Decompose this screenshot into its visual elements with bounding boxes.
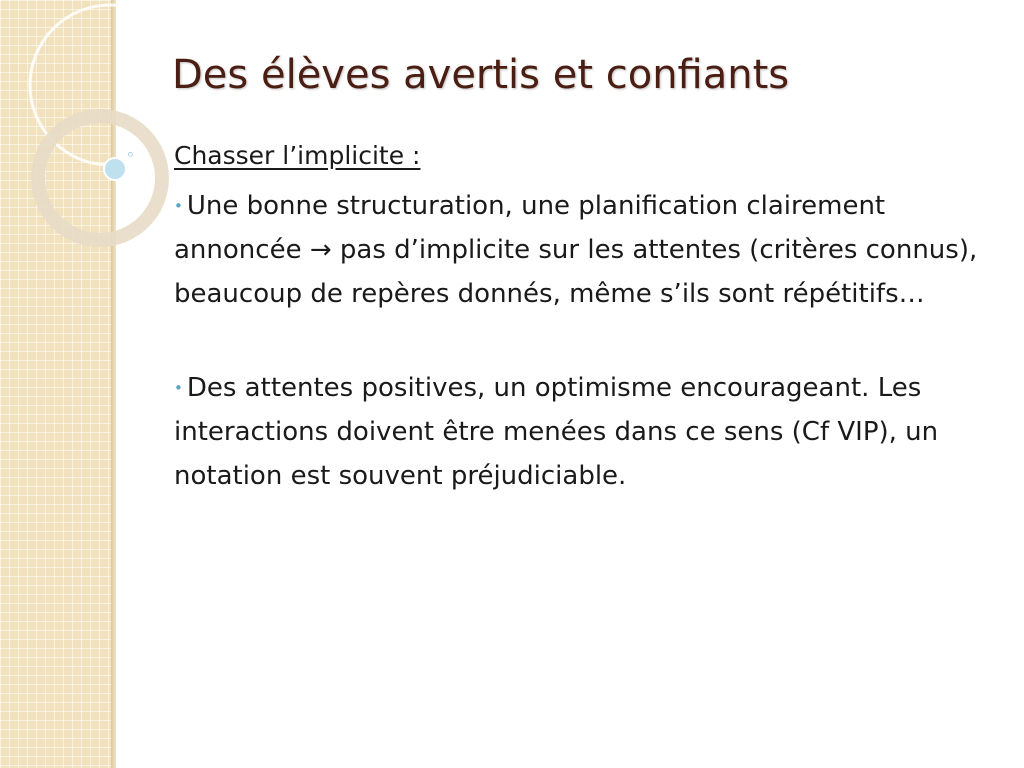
level1-bullet-marker: ◦ <box>126 146 135 164</box>
section-heading: Chasser l’implicite : <box>174 141 421 170</box>
slide-title: Des élèves avertis et confiants <box>172 52 790 98</box>
blue-dot-ornament <box>104 158 126 180</box>
thick-ring <box>38 116 162 240</box>
decorative-circles <box>0 0 180 260</box>
bullet-text: Des attentes positives, un optimisme encourageant. Les interactions doivent être menées dans ce sens (Cf VIP), un notation est souvent préjudiciable. <box>174 373 939 491</box>
slide-body <box>174 134 984 498</box>
bullet-dot-icon: • <box>174 379 183 397</box>
spacer <box>174 316 984 366</box>
bullet-text: Une bonne structuration, une planification clairement annoncée → pas d’implicite sur les attentes (critères connus), beaucoup de repères donnés, même s’ils sont répétitifs… <box>174 191 978 309</box>
bullet-item <box>174 366 984 498</box>
bullet-item <box>174 184 984 316</box>
bullet-dot-icon: • <box>174 197 183 215</box>
